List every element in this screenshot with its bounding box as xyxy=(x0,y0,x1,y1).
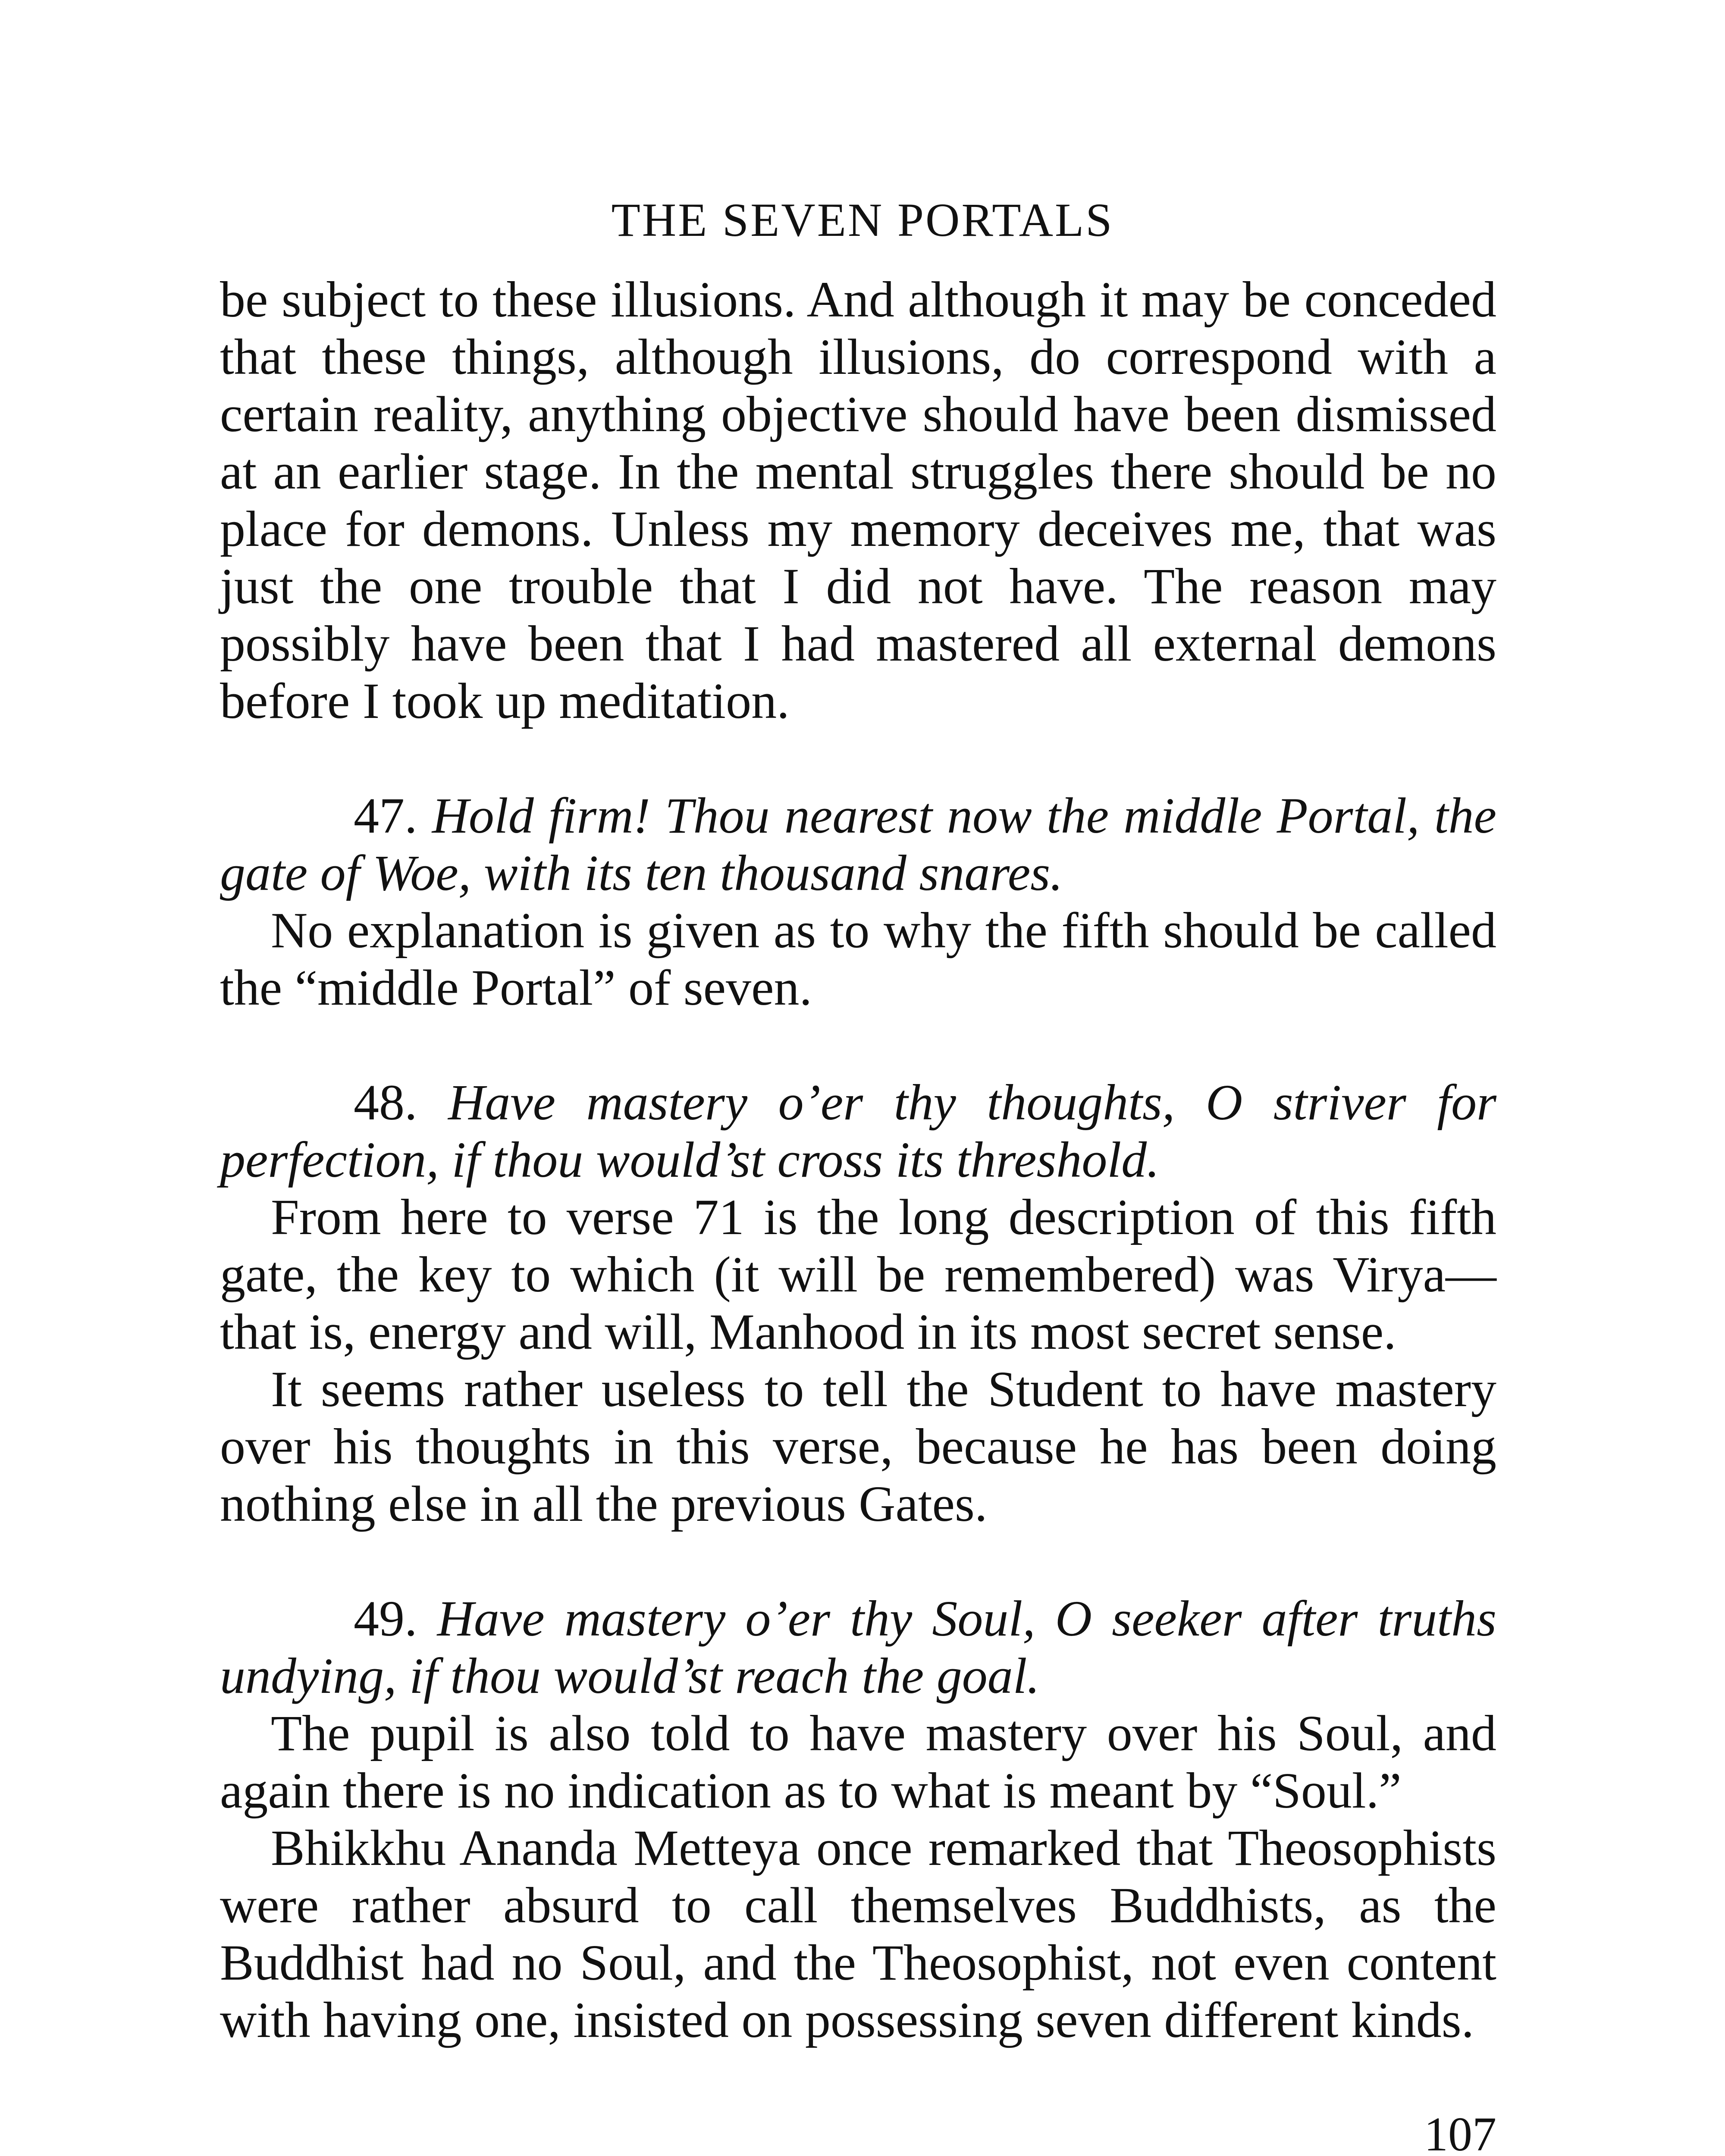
commentary-paragraph: From here to verse 71 is the long description of this fifth gate, the key to which (it will be remembered) was Virya—that is, energy and will, Manhood in its most secret sense. xyxy=(220,1189,1496,1360)
verse-number: 47. xyxy=(354,787,417,844)
commentary-paragraph: It seems rather useless to tell the Student to have mastery over his thoughts in this verse, because he has been doing nothing else in all the previous Gates. xyxy=(220,1361,1496,1532)
verse-48 xyxy=(220,1074,1496,1188)
commentary-paragraph: No explanation is given as to why the fifth should be called the “middle Portal” of seven. xyxy=(220,902,1496,1016)
verse-text: Have mastery o’er thy thoughts, O striver for perfection, if thou would’st cross its threshold. xyxy=(220,1074,1496,1188)
opening-paragraph: be subject to these illusions. And although it may be conceded that these things, although illusions, do correspond with a certain reality, anything objective should have been dismissed at an earlier stage. In the mental struggles there should be no place for demons. Unless my memory deceives me, that was just the one trouble that I did not have. The reason may possibly have been that I had mastered all external demons before I took up meditation. xyxy=(220,271,1496,729)
running-head: THE SEVEN PORTALS xyxy=(611,194,1114,246)
verse-number: 49. xyxy=(354,1590,417,1647)
verse-text: Hold firm! Thou nearest now the middle Portal, the gate of Woe, with its ten thousand snares. xyxy=(220,787,1497,901)
page-number: 107 xyxy=(1424,2108,1496,2156)
verse-text: Have mastery o’er thy Soul, O seeker after truths undying, if thou would’st reach the goal. xyxy=(220,1590,1496,1704)
verse-number: 48. xyxy=(354,1074,417,1131)
commentary-paragraph: Bhikkhu Ananda Metteya once remarked that Theosophists were rather absurd to call themselves Buddhists, as the Buddhist had no Soul, and the Theosophist, not even content with having one, insisted on possessing seven different kinds. xyxy=(220,1820,1496,2048)
body-text xyxy=(220,271,1496,2049)
verse-47 xyxy=(220,787,1496,902)
commentary-paragraph: The pupil is also told to have mastery over his Soul, and again there is no indication as to what is meant by “Soul.” xyxy=(220,1705,1496,1819)
verse-49 xyxy=(220,1590,1496,1705)
